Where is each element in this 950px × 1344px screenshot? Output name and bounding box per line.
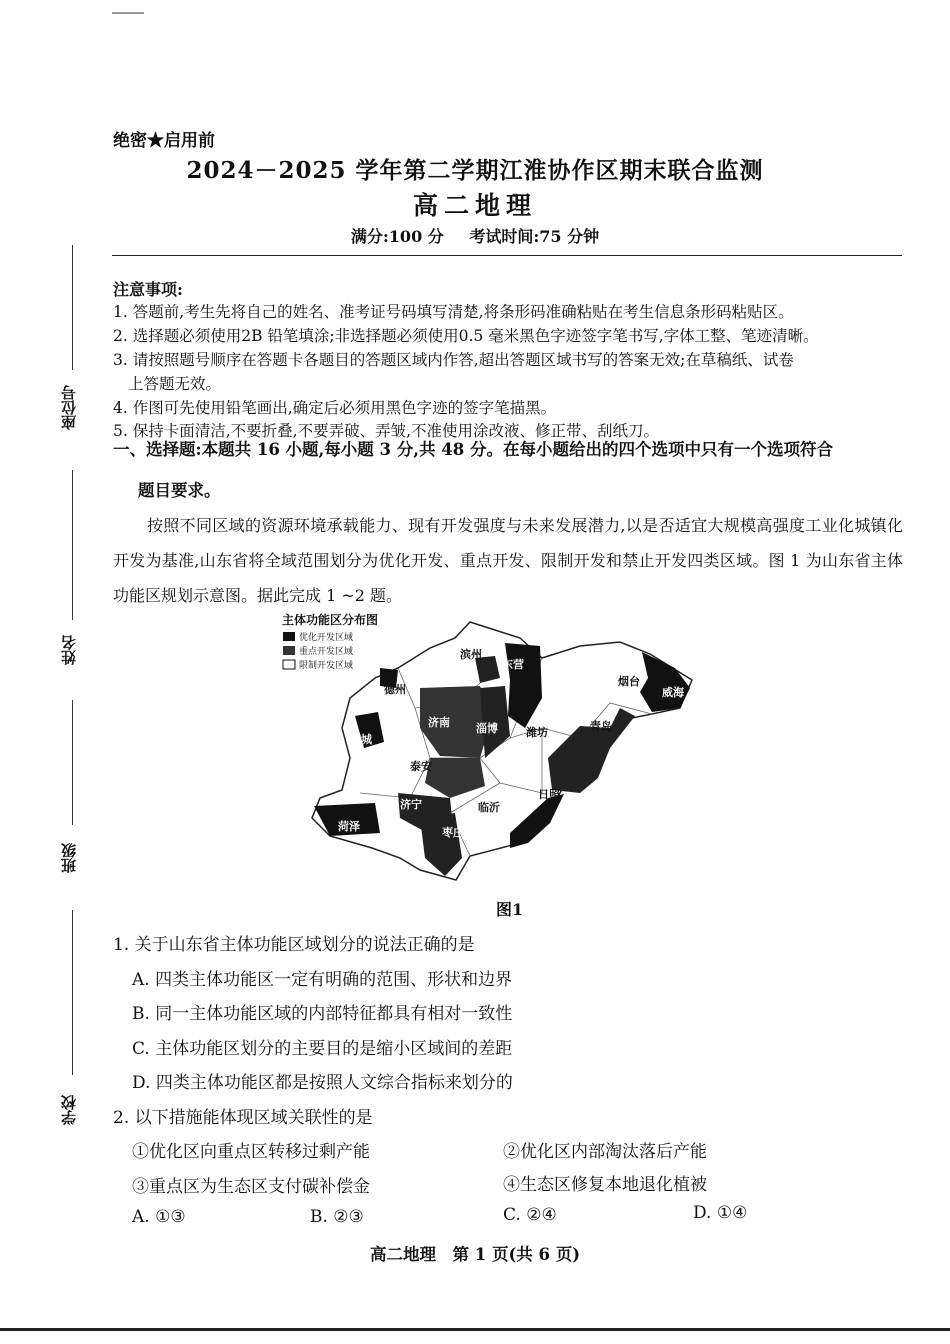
- q2-statement-3: ③重点区为生态区支付碳补偿金: [132, 1177, 370, 1197]
- q2-option-a[interactable]: A. ①③: [132, 1207, 186, 1227]
- school-label: 学校: [60, 1095, 78, 1125]
- seat-label: 座位号: [60, 385, 78, 431]
- legend-restrict: 限制开发区域: [299, 661, 354, 671]
- subject-title: 高二地理: [412, 191, 537, 220]
- city-label: 临沂: [478, 801, 500, 814]
- q1-option-a[interactable]: A. 四类主体功能区一定有明确的范围、形状和边界: [132, 970, 513, 990]
- city-label: 聊城: [350, 733, 372, 746]
- city-label: 泰安: [410, 760, 432, 773]
- city-label: 潍坊: [526, 726, 548, 739]
- exam-title: 2024－2025 学年第二学期江淮协作区期末联合监测: [186, 157, 764, 184]
- city-label: 菏泽: [338, 820, 360, 833]
- question-2-stem: 2. 以下措施能体现区域关联性的是: [113, 1108, 373, 1128]
- city-label: 烟台: [618, 675, 640, 688]
- question-1-stem: 1. 关于山东省主体功能区域划分的说法正确的是: [113, 935, 475, 955]
- city-label: 日照: [538, 788, 560, 801]
- zone-weihai: [640, 652, 690, 712]
- notice-item: 5. 保持卡面清洁,不要折叠,不要弄破、弄皱,不准使用涂改液、修正带、刮纸刀。: [113, 422, 659, 440]
- q2-statement-2: ②优化区内部淘汰落后产能: [503, 1142, 707, 1162]
- legend-swatch-optimize: [283, 632, 295, 641]
- city-label: 威海: [662, 686, 684, 699]
- name-label: 姓名: [60, 635, 78, 665]
- notice-item: 上答题无效。: [128, 375, 222, 393]
- legend-optimize: 优化开发区域: [299, 633, 354, 643]
- binding-line: [72, 245, 73, 370]
- q2-option-b[interactable]: B. ②③: [310, 1207, 364, 1227]
- q1-option-b[interactable]: B. 同一主体功能区域的内部特征都具有相对一致性: [132, 1004, 513, 1024]
- legend-key: 重点开发区域: [299, 647, 354, 657]
- notice-title: 注意事项:: [113, 280, 183, 299]
- section-heading: 一、选择题:本题共 16 小题,每小题 3 分,共 48 分。在每小题给出的四个选项中只有一个选项符合: [113, 440, 833, 459]
- exam-time: 考试时间:75 分钟: [469, 227, 600, 246]
- city-label: 德州: [384, 683, 406, 696]
- full-score: 满分:100 分: [350, 227, 444, 246]
- city-label: 滨州: [460, 648, 482, 661]
- binding-line: [72, 700, 73, 825]
- passage: 按照不同区域的资源环境承载能力、现有开发强度与未来发展潜力,以是否适宜大规模高强度工业化城镇化开发为基准,山东省将全域范围划分为优化开发、重点开发、限制开发和禁止开发四类区域。图 1 为山东省主体功能区规划示意图。据此完成 1 ~2 题。: [113, 516, 903, 605]
- scan-edge: [0, 1328, 950, 1331]
- shandong-function-map: [280, 608, 700, 890]
- page-footer: 高二地理 第 1 页(共 6 页): [369, 1245, 581, 1264]
- city-label: 青岛: [590, 720, 612, 733]
- q2-option-d[interactable]: D. ①④: [693, 1203, 748, 1223]
- binding-line: [72, 910, 73, 1075]
- figure-caption: 图1: [496, 900, 524, 919]
- exam-meta: [0, 224, 950, 247]
- map-title: 主体功能区分布图: [282, 613, 379, 627]
- notice-item: 2. 选择题必须使用2B 铅笔填涂;非选择题必须使用0.5 毫米黑色字迹签字笔书写,字体工整、笔迹清晰。: [113, 327, 819, 345]
- notice-item: 3. 请按照题号顺序在答题卡各题目的答题区域内作答,超出答题区域书写的答案无效;在草稿纸、试卷: [113, 351, 794, 369]
- q2-statement-1: ①优化区向重点区转移过剩产能: [132, 1142, 370, 1162]
- binding-line: [72, 470, 73, 620]
- q2-option-c[interactable]: C. ②④: [503, 1205, 557, 1225]
- city-label: 东营: [502, 658, 524, 671]
- notice-item: 1. 答题前,考生先将自己的姓名、准考证号码填写清楚,将条形码准确粘贴在考生信息条形码粘贴区。: [113, 303, 794, 321]
- secret-mark: 绝密★启用前: [113, 131, 215, 151]
- scan-mark: [112, 12, 144, 14]
- section-heading-cont: 题目要求。: [138, 481, 221, 500]
- city-label: 枣庄: [442, 826, 464, 839]
- notice-item: 4. 作图可先使用铅笔画出,确定后必须用黑色字迹的签字笔描黑。: [113, 399, 557, 417]
- legend-swatch-key: [283, 646, 295, 655]
- q2-statement-4: ④生态区修复本地退化植被: [503, 1175, 707, 1195]
- city-label: 济南: [428, 716, 450, 729]
- class-label: 班级: [60, 843, 78, 873]
- city-label: 济宁: [400, 798, 422, 811]
- q1-option-c[interactable]: C. 主体功能区划分的主要目的是缩小区域间的差距: [132, 1039, 513, 1059]
- city-label: 淄博: [476, 722, 498, 735]
- legend-swatch-restrict: [283, 660, 295, 669]
- q1-option-d[interactable]: D. 四类主体功能区都是按照人文综合指标来划分的: [132, 1073, 513, 1093]
- header-rule: [112, 255, 902, 256]
